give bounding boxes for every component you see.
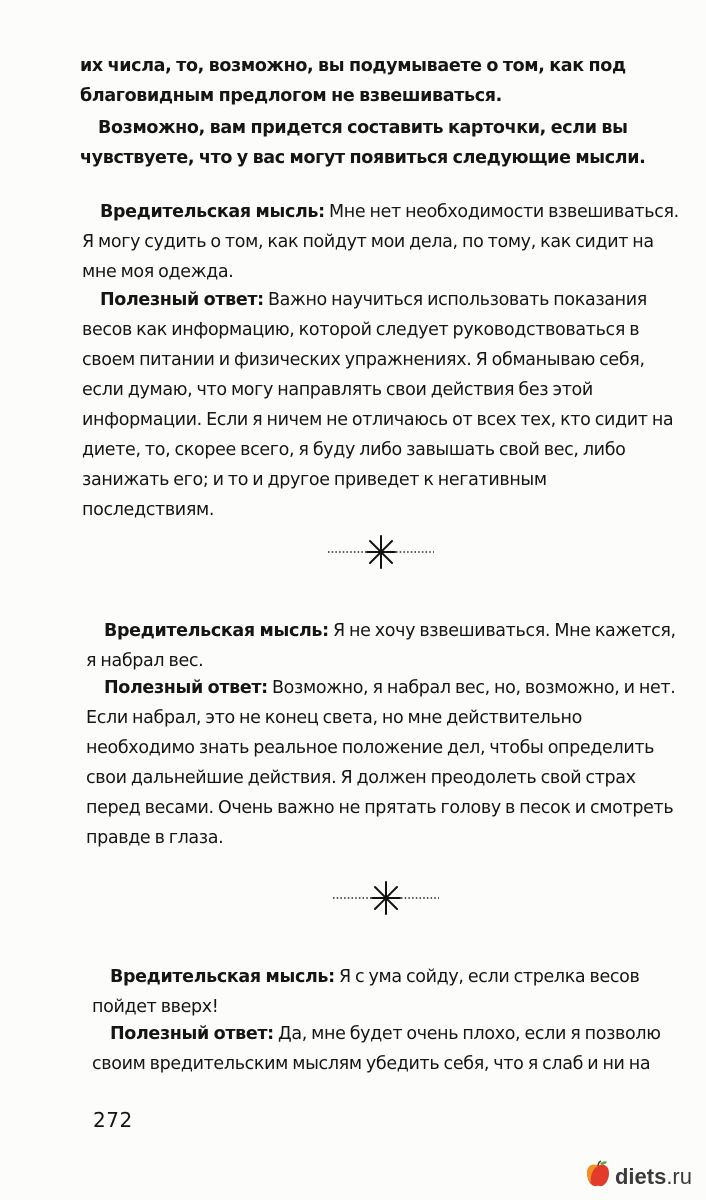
harmful-thought-label: Вредительская мысль: xyxy=(100,202,325,222)
page-number: 272 xyxy=(93,1108,133,1132)
useful-answer-2 xyxy=(86,673,682,853)
harmful-thought-label: Вредительская мысль: xyxy=(104,621,329,641)
useful-answer-text: Важно научиться использовать показания весов как информацию, которой следует руководствоваться в своем питании и физических упражнениях. Я обманываю себя, если думаю, что могу направлять свои действия без этой информации. Если я ничем не отличаюсь от всех тех, кто сидит на диете, то, скорее всего, я буду либо завышать свой вес, либо занижать его; и то и другое приведет к негативным последствиям. xyxy=(82,290,674,520)
harmful-thought-label: Вредительская мысль: xyxy=(110,967,335,987)
useful-answer-3 xyxy=(92,1019,684,1079)
useful-answer-text: Возможно, я набрал вес, но, возможно, и нет. Если набрал, это не конец света, но мне действительно необходимо знать реальное положение дел, чтобы определить свои дальнейшие действия. Я должен преодолеть свой страх перед весами. Очень важно не прятать голову в песок и смотреть правде в глаза. xyxy=(86,678,676,848)
apple-icon xyxy=(585,1160,611,1194)
intro-paragraph: их числа, то, возможно, вы подумываете о том, как под благовидным предлогом не взвешиваться. xyxy=(80,56,626,106)
site-watermark xyxy=(585,1160,692,1194)
cards-intro-paragraph: Возможно, вам придется составить карточки, если вы чувствуете, что у вас могут появиться следующие мысли. xyxy=(80,118,646,168)
star-divider-icon xyxy=(331,878,441,918)
harmful-thought-1 xyxy=(82,197,680,287)
harmful-thought-text: Я с ума сойду, если стрелка весов пойдет вверх! xyxy=(92,967,640,1017)
useful-answer-label: Полезный ответ: xyxy=(104,678,268,698)
harmful-thought-text: Мне нет необходимости взвешиваться. Я могу судить о том, как пойдут мои дела, по тому, как сидит на мне моя одежда. xyxy=(82,202,679,282)
useful-answer-label: Полезный ответ: xyxy=(100,290,264,310)
watermark-text: diets.ru xyxy=(614,1164,692,1189)
harmful-thought-text: Я не хочу взвешиваться. Мне кажется, я набрал вес. xyxy=(86,621,676,671)
star-divider-icon xyxy=(326,532,436,572)
useful-answer-label: Полезный ответ: xyxy=(110,1024,274,1044)
useful-answer-text: Да, мне будет очень плохо, если я позволю своим вредительским мыслям убедить себя, что я слаб и ни на xyxy=(92,1024,661,1074)
harmful-thought-3 xyxy=(92,962,684,1022)
useful-answer-1 xyxy=(82,285,680,525)
harmful-thought-2 xyxy=(86,616,682,676)
